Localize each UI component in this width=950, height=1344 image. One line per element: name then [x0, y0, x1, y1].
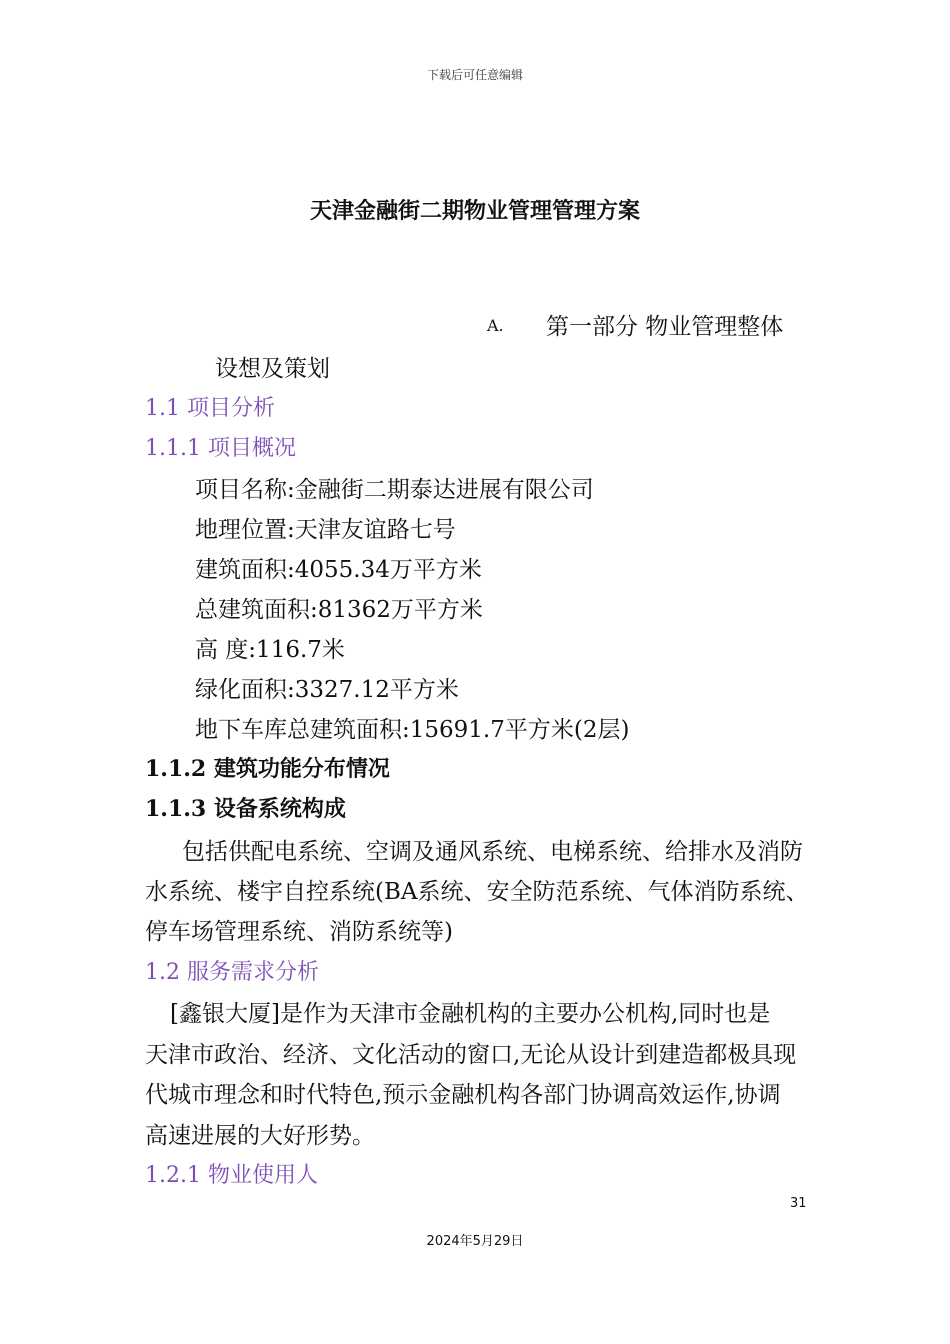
- overview-building-area: 建筑面积:4055.34万平方米: [195, 557, 482, 583]
- heading-1-1: 1.1 项目分析: [145, 396, 275, 421]
- page-number: 31: [790, 1196, 807, 1211]
- footer-date: 2024年5月29日: [426, 1234, 524, 1249]
- document-title: 天津金融街二期物业管理管理方案: [309, 199, 640, 224]
- overview-total-area: 总建筑面积:81362万平方米: [195, 597, 483, 623]
- equip-line-2: 水系统、楼宇自控系统(BA系统、安全防范系统、气体消防系统、: [145, 879, 809, 905]
- part-marker: A.: [487, 316, 504, 335]
- service-line-2: 天津市政治、经济、文化活动的窗口,无论从设计到建造都极具现: [145, 1042, 797, 1068]
- heading-1-1-2: 1.1.2 建筑功能分布情况: [145, 756, 390, 782]
- heading-1-1-3: 1.1.3 设备系统构成: [145, 796, 346, 822]
- heading-1-2-1: 1.2.1 物业使用人: [145, 1163, 318, 1188]
- service-line-4: 高速进展的大好形势。: [145, 1123, 375, 1149]
- service-line-1: [鑫银大厦]是作为天津市金融机构的主要办公机构,同时也是: [170, 1001, 771, 1027]
- part-heading-continued: 设想及策划: [215, 356, 330, 382]
- overview-height: 高 度:116.7米: [195, 637, 345, 663]
- page-header: 下载后可任意编辑: [426, 68, 523, 82]
- overview-green-area: 绿化面积:3327.12平方米: [195, 677, 459, 703]
- heading-1-1-1: 1.1.1 项目概况: [145, 436, 296, 461]
- part-heading: 第一部分 物业管理整体: [546, 314, 784, 340]
- equip-line-1: 包括供配电系统、空调及通风系统、电梯系统、给排水及消防: [182, 839, 803, 865]
- overview-garage-area: 地下车库总建筑面积:15691.7平方米(2层): [195, 717, 630, 743]
- heading-1-2: 1.2 服务需求分析: [145, 960, 319, 985]
- overview-location: 地理位置:天津友谊路七号: [195, 517, 456, 543]
- overview-project-name: 项目名称:金融街二期泰达进展有限公司: [195, 477, 594, 503]
- equip-line-3: 停车场管理系统、消防系统等): [145, 919, 453, 945]
- service-line-3: 代城市理念和时代特色,预示金融机构各部门协调高效运作,协调: [145, 1082, 781, 1108]
